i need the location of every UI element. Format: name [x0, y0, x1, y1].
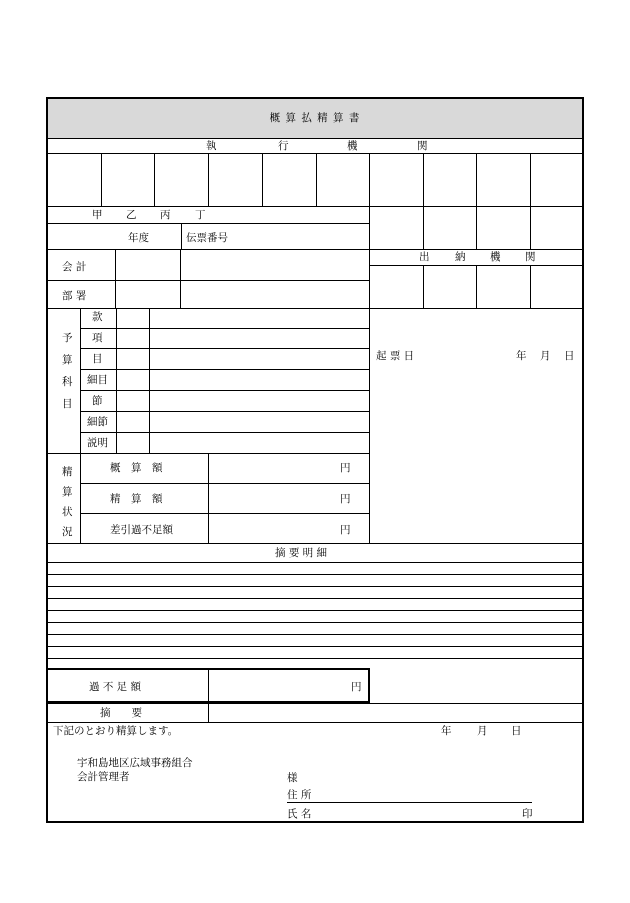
sabiki-kabusoku-gaku-label: 差引過不足額 [110, 524, 173, 536]
shimei-line [287, 821, 532, 822]
seisan-char-1: 精 [62, 466, 73, 478]
seisan-char-4: 況 [62, 526, 73, 538]
union-name: 宇和島地区広域事務組合 [77, 757, 193, 769]
shikkou-kikan-char-2: 行 [278, 140, 289, 152]
statement-date-tsuki: 月 [477, 725, 488, 737]
statement-date-hi: 日 [511, 725, 522, 737]
yosan-item-moku: 目 [92, 353, 103, 365]
shikkou-kikan-char-1: 執 [206, 140, 217, 152]
kaikei-label: 会 計 [62, 261, 87, 273]
suitou-kikan-char-4: 関 [525, 251, 536, 263]
shikkou-kikan-char-4: 関 [417, 140, 428, 152]
seisan-char-3: 状 [62, 506, 73, 518]
yosan-item-saimoku: 細目 [87, 374, 108, 386]
shikkou-kikan-char-3: 機 [347, 140, 358, 152]
kouotsu-4: 丁 [195, 209, 206, 221]
yosan-item-setsumei: 説明 [87, 437, 108, 449]
settlement-form [46, 97, 584, 823]
yosan-char-2: 算 [62, 354, 73, 366]
form-title: 概 算 払 精 算 書 [269, 112, 361, 124]
suitou-kikan-char-3: 機 [490, 251, 501, 263]
denpyo-bango-label: 伝票番号 [186, 232, 228, 244]
kihyo-bi-nen: 年 [516, 350, 527, 362]
kouotsu-2: 乙 [126, 209, 137, 221]
seisan-char-2: 算 [62, 486, 73, 498]
tekiyo-label: 摘 要 [100, 707, 142, 719]
seisan-gaku-unit: 円 [340, 493, 351, 505]
kouotsu-3: 丙 [160, 209, 171, 221]
yosan-item-kou: 項 [92, 332, 103, 344]
yosan-item-setsu: 節 [92, 395, 103, 407]
suitou-kikan-char-2: 納 [455, 251, 466, 263]
seisan-jokyo-label [62, 462, 73, 542]
gaisan-gaku-unit: 円 [340, 462, 351, 474]
statement-text: 下記のとおり精算します。 [53, 725, 179, 737]
kihyo-bi-hi: 日 [564, 350, 575, 362]
yosan-char-1: 予 [62, 332, 73, 344]
yosan-kamoku-label [62, 327, 73, 415]
shimei-label: 氏 名 [287, 808, 312, 820]
suitou-kikan-char-1: 出 [419, 251, 430, 263]
tekiyo-meisai-header: 摘 要 明 細 [275, 547, 328, 559]
sabiki-kabusoku-gaku-unit: 円 [340, 524, 351, 536]
seisan-gaku-label: 精 算 額 [110, 493, 163, 505]
manager-title: 会計管理者 [77, 771, 130, 783]
yosan-item-kan: 款 [92, 311, 103, 323]
kabusoku-gaku-unit: 円 [351, 681, 362, 693]
statement-date-nen: 年 [441, 725, 452, 737]
nendo-label: 年度 [128, 232, 149, 244]
yosan-item-saisetsu: 細節 [87, 416, 108, 428]
jusho-line [287, 802, 532, 803]
jusho-label: 住 所 [287, 789, 312, 801]
in-mark: 印 [522, 808, 533, 820]
busho-label: 部 署 [62, 290, 87, 302]
yosan-char-3: 科 [62, 376, 73, 388]
kihyo-bi-tsuki: 月 [540, 350, 551, 362]
sama-label: 様 [287, 772, 298, 784]
gaisan-gaku-label: 概 算 額 [110, 462, 163, 474]
kouotsu-1: 甲 [92, 209, 103, 221]
kabusoku-gaku-label: 過 不 足 額 [89, 681, 142, 693]
yosan-char-4: 目 [62, 398, 73, 410]
kihyo-bi-label: 起 票 日 [376, 350, 415, 362]
